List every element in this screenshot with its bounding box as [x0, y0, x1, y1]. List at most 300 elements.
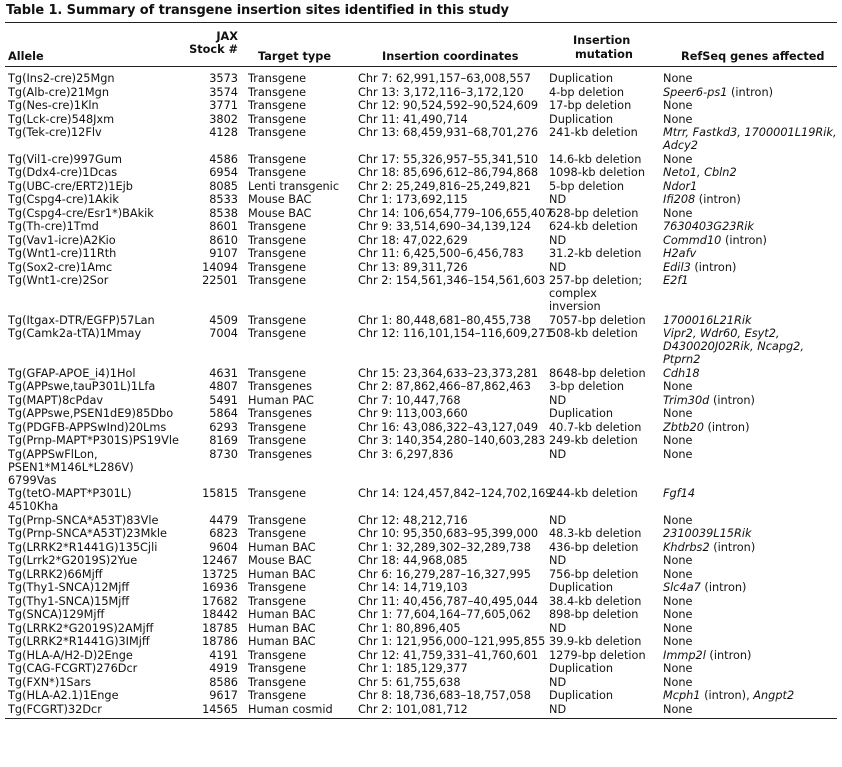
- allele-cell: [8, 261, 112, 274]
- target-type-cell: Human BAC: [248, 635, 316, 648]
- table-row: [0, 314, 842, 327]
- allele-cell: [8, 622, 153, 635]
- coordinates-cell: Chr 3: 6,297,836: [358, 447, 454, 461]
- allele-line: Tg(Thy1-SNCA)15Mjff: [8, 594, 130, 608]
- gene-text: None: [663, 447, 693, 461]
- allele-line: Tg(LRRK2*G2019S)2AMjff: [8, 621, 154, 635]
- stock-cell: 15815: [202, 487, 238, 500]
- mutation-cell: [549, 261, 566, 274]
- allele-line: Tg(LRRK2*R1441G)135Cjli: [8, 540, 158, 554]
- mutation-cell: [549, 649, 646, 662]
- allele-line: PSEN1*M146L*L286V): [8, 460, 134, 474]
- stock-cell: 4509: [209, 313, 238, 327]
- coordinates-cell: Chr 14: 14,719,103: [358, 581, 468, 594]
- allele-cell: [8, 595, 129, 608]
- stock-cell: 14565: [202, 702, 238, 716]
- target-type-cell: Transgenes: [248, 380, 312, 393]
- mutation-line: 628-bp deletion: [549, 206, 639, 220]
- allele-cell: [8, 554, 137, 567]
- gene-text: (intron): [700, 581, 747, 594]
- table-row: [0, 367, 842, 380]
- coordinates-cell: Chr 11: 41,490,714: [358, 112, 468, 126]
- allele-cell: [8, 86, 109, 99]
- gene-text: H2afv: [663, 247, 697, 260]
- header-rule: [5, 66, 837, 67]
- allele-cell: [8, 220, 99, 233]
- target-type-cell: Transgene: [248, 260, 307, 274]
- allele-cell: [8, 407, 173, 420]
- mutation-cell: [549, 568, 638, 581]
- mutation-line: 48.3-kb deletion: [549, 527, 642, 540]
- gene-text: None: [663, 152, 693, 166]
- coordinates-cell: Chr 18: 85,696,612–86,794,868: [358, 166, 539, 179]
- allele-cell: [8, 207, 154, 220]
- allele-line: Tg(UBC-cre/ERT2)1Ejb: [8, 179, 133, 193]
- mutation-cell: [549, 421, 641, 434]
- gene-text: None: [663, 554, 693, 567]
- allele-line: Tg(APPSwFlLon,: [8, 447, 98, 461]
- coordinates-cell: Chr 7: 10,447,768: [358, 393, 461, 407]
- table-row: [0, 113, 842, 126]
- header-mutation-line2: mutation: [575, 48, 633, 61]
- coordinates-cell: Chr 1: 121,956,000–121,995,855: [358, 635, 546, 648]
- mutation-cell: [549, 448, 566, 461]
- table-row: [0, 676, 842, 689]
- stock-cell: 4586: [209, 152, 238, 166]
- mutation-line: 244-kb deletion: [549, 487, 638, 500]
- gene-text: Zbtb20: [663, 420, 704, 434]
- allele-line: Tg(MAPT)8cPdav: [8, 393, 104, 407]
- mutation-cell: [549, 595, 641, 608]
- gene-text: None: [663, 206, 693, 220]
- stock-cell: 8169: [209, 434, 238, 447]
- coordinates-cell: Chr 13: 68,459,931–68,701,276: [358, 126, 539, 139]
- table-row: [0, 234, 842, 247]
- mutation-cell: [549, 207, 638, 220]
- allele-cell: [8, 113, 114, 126]
- stock-cell: 18786: [202, 635, 238, 648]
- mutation-line: 31.2-kb deletion: [549, 247, 642, 260]
- table-row: [0, 407, 842, 420]
- allele-cell: [8, 703, 102, 716]
- gene-text: 2310039L15Rik: [663, 527, 752, 540]
- allele-line: Tg(Alb-cre)21Mgn: [8, 85, 110, 99]
- target-type-cell: Transgene: [248, 675, 307, 689]
- mutation-line: ND: [549, 554, 567, 567]
- allele-line: Tg(Nes-cre)1Kln: [8, 99, 99, 112]
- mutation-cell: [549, 394, 566, 407]
- stock-cell: 9107: [209, 247, 238, 260]
- table-row: [0, 180, 842, 193]
- stock-cell: 3574: [209, 85, 238, 99]
- genes-cell: [663, 261, 841, 274]
- table-row: [0, 380, 842, 393]
- mutation-line: ND: [549, 621, 567, 635]
- table-row: [0, 554, 842, 567]
- gene-text: None: [663, 635, 693, 648]
- table-row: [0, 608, 842, 621]
- stock-cell: 8610: [209, 233, 238, 247]
- allele-line: Tg(GFAP-APOE_i4)1Hol: [8, 366, 136, 380]
- mutation-line: 5-bp deletion: [549, 179, 625, 193]
- stock-cell: 4128: [209, 126, 238, 139]
- mutation-line: ND: [549, 513, 567, 527]
- target-type-cell: Transgene: [248, 689, 307, 702]
- mutation-cell: [549, 314, 646, 327]
- genes-cell: [663, 314, 841, 327]
- table-row: [0, 247, 842, 260]
- mutation-line: 756-bp deletion: [549, 567, 639, 581]
- mutation-cell: [549, 166, 645, 179]
- mutation-cell: [549, 274, 642, 313]
- allele-cell: [8, 487, 131, 513]
- genes-cell: [663, 207, 841, 220]
- mutation-line: 436-bp deletion: [549, 540, 639, 554]
- coordinates-cell: Chr 14: 106,654,779–106,655,407: [358, 206, 553, 220]
- target-type-cell: Transgene: [248, 513, 307, 527]
- target-type-cell: Transgene: [248, 126, 307, 139]
- stock-cell: 4631: [209, 366, 238, 380]
- coordinates-cell: Chr 1: 80,896,405: [358, 621, 461, 635]
- mutation-cell: [549, 434, 638, 447]
- mutation-cell: [549, 247, 641, 260]
- stock-cell: 22501: [202, 274, 238, 287]
- allele-cell: [8, 180, 133, 193]
- table-row: [0, 261, 842, 274]
- stock-cell: 4807: [209, 380, 238, 393]
- gene-text: None: [663, 567, 693, 581]
- genes-cell: [663, 407, 841, 420]
- coordinates-cell: Chr 6: 16,279,287–16,327,995: [358, 567, 531, 581]
- gene-text: (intron): [721, 233, 767, 247]
- coordinates-cell: Chr 1: 77,604,164–77,605,062: [358, 608, 531, 621]
- gene-text: (intron): [690, 260, 737, 274]
- gene-text: Edil3: [663, 260, 691, 274]
- target-type-cell: Human BAC: [248, 621, 316, 635]
- coordinates-cell: Chr 17: 55,326,957–55,341,510: [358, 152, 539, 166]
- mutation-line: ND: [549, 447, 567, 461]
- stock-cell: 9604: [209, 540, 238, 554]
- mutation-line: Duplication: [549, 581, 614, 594]
- gene-text: None: [663, 380, 693, 393]
- mutation-cell: [549, 327, 638, 340]
- genes-cell: [663, 72, 841, 85]
- allele-cell: [8, 234, 116, 247]
- table-row: [0, 487, 842, 513]
- coordinates-cell: Chr 1: 80,448,681–80,455,738: [358, 313, 531, 327]
- target-type-cell: Transgene: [248, 99, 307, 112]
- gene-text: None: [663, 407, 693, 420]
- gene-text: Ndor1: [663, 179, 698, 193]
- allele-line: Tg(FCGRT)32Dcr: [8, 702, 102, 716]
- mutation-line: ND: [549, 260, 567, 274]
- table-row: [0, 220, 842, 233]
- gene-text: None: [663, 662, 693, 675]
- coordinates-cell: Chr 9: 113,003,660: [358, 407, 468, 420]
- allele-line: 4510Kha: [8, 500, 59, 513]
- mutation-cell: [549, 689, 613, 702]
- mutation-line: Duplication: [549, 689, 614, 702]
- mutation-line: 8648-bp deletion: [549, 366, 646, 380]
- allele-cell: [8, 166, 117, 179]
- gene-text: None: [663, 621, 693, 635]
- target-type-cell: Human cosmid: [248, 702, 333, 716]
- gene-text: None: [663, 513, 693, 527]
- genes-cell: [663, 595, 841, 608]
- allele-line: Tg(Itgax-DTR/EGFP)57Lan: [8, 313, 155, 327]
- target-type-cell: Human BAC: [248, 608, 316, 621]
- genes-cell: [663, 649, 841, 662]
- table-title: Table 1. Summary of transgene insertion sites identified in this study: [6, 3, 509, 18]
- gene-text: None: [663, 608, 693, 621]
- genes-cell: [663, 220, 841, 233]
- gene-text: (intron),: [700, 689, 754, 702]
- table-row: [0, 207, 842, 220]
- stock-cell: 4919: [209, 662, 238, 675]
- allele-line: Tg(Lck-cre)548Jxm: [8, 112, 115, 126]
- genes-cell: [663, 541, 841, 554]
- mutation-line: ND: [549, 193, 567, 206]
- table-row: [0, 434, 842, 447]
- stock-cell: 6823: [209, 527, 238, 540]
- table-row: [0, 635, 842, 648]
- header-allele: Allele: [8, 50, 44, 63]
- coordinates-cell: Chr 14: 124,457,842–124,702,169: [358, 487, 553, 500]
- mutation-cell: [549, 703, 566, 716]
- stock-cell: 13725: [202, 567, 238, 581]
- coordinates-cell: Chr 12: 48,212,716: [358, 513, 468, 527]
- mutation-line: 257-bp deletion;: [549, 274, 643, 287]
- table-row: [0, 662, 842, 675]
- mutation-line: 4-bp deletion: [549, 85, 625, 99]
- target-type-cell: Transgene: [248, 233, 307, 247]
- allele-cell: [8, 527, 167, 540]
- stock-cell: 7004: [209, 327, 238, 340]
- gene-text: 1700016L21Rik: [663, 313, 752, 327]
- allele-line: Tg(Th-cre)1Tmd: [8, 220, 99, 233]
- allele-line: Tg(Ins2-cre)25Mgn: [8, 72, 115, 85]
- mutation-line: 1279-bp deletion: [549, 648, 646, 662]
- mutation-cell: [549, 514, 566, 527]
- allele-line: Tg(Wnt1-cre)11Rth: [8, 247, 117, 260]
- allele-cell: [8, 274, 108, 287]
- target-type-cell: Transgene: [248, 487, 307, 500]
- mutation-cell: [549, 220, 638, 233]
- gene-text: (intron): [695, 193, 741, 206]
- coordinates-cell: Chr 16: 43,086,322–43,127,049: [358, 420, 539, 434]
- allele-cell: [8, 541, 157, 554]
- stock-cell: 17682: [202, 594, 238, 608]
- table-row: [0, 689, 842, 702]
- table-row: [0, 703, 842, 716]
- mutation-line: 241-kb deletion: [549, 126, 638, 139]
- genes-cell: [663, 448, 841, 461]
- allele-cell: [8, 676, 91, 689]
- stock-cell: 16936: [202, 581, 238, 594]
- allele-line: Tg(CAG-FCGRT)276Dcr: [8, 662, 138, 675]
- stock-cell: 18785: [202, 621, 238, 635]
- mutation-cell: [549, 608, 638, 621]
- stock-cell: 5864: [209, 407, 238, 420]
- stock-cell: 8533: [209, 193, 238, 206]
- stock-cell: 8586: [209, 675, 238, 689]
- mutation-line: 14.6-kb deletion: [549, 152, 642, 166]
- table-row: [0, 166, 842, 179]
- allele-line: Tg(Camk2a-tTA)1Mmay: [8, 327, 142, 340]
- mutation-cell: [549, 581, 613, 594]
- stock-cell: 8730: [209, 447, 238, 461]
- allele-cell: [8, 380, 155, 393]
- header-coordinates: Insertion coordinates: [382, 50, 519, 63]
- target-type-cell: Human PAC: [248, 393, 314, 407]
- gene-text: Speer6-ps1: [663, 85, 728, 99]
- coordinates-cell: Chr 2: 25,249,816–25,249,821: [358, 179, 531, 193]
- allele-line: Tg(Cspg4-cre/Esr1*)BAkik: [8, 206, 154, 220]
- genes-cell: [663, 166, 841, 179]
- mutation-line: 898-bp deletion: [549, 608, 639, 621]
- mutation-cell: [549, 99, 631, 112]
- coordinates-cell: Chr 7: 62,991,157–63,008,557: [358, 72, 531, 85]
- gene-text: None: [663, 99, 693, 112]
- genes-cell: [663, 421, 841, 434]
- mutation-line: Duplication: [549, 407, 614, 420]
- table-row: [0, 193, 842, 206]
- coordinates-cell: Chr 5: 61,755,638: [358, 675, 461, 689]
- gene-text: Ifi208: [663, 193, 696, 206]
- mutation-line: 249-kb deletion: [549, 434, 638, 447]
- allele-line: Tg(HLA-A/H2-D)2Enge: [8, 648, 133, 662]
- top-rule: [5, 22, 837, 23]
- mutation-cell: [549, 72, 613, 85]
- table-row: [0, 72, 842, 85]
- stock-cell: 12467: [202, 554, 238, 567]
- allele-line: Tg(HLA-A2.1)1Enge: [8, 689, 119, 702]
- allele-line: Tg(LRRK2)66Mjff: [8, 567, 103, 581]
- target-type-cell: Transgene: [248, 152, 307, 166]
- stock-cell: 5491: [209, 393, 238, 407]
- coordinates-cell: Chr 13: 89,311,726: [358, 260, 468, 274]
- mutation-line: 17-bp deletion: [549, 99, 632, 112]
- target-type-cell: Mouse BAC: [248, 554, 312, 567]
- target-type-cell: Mouse BAC: [248, 206, 312, 220]
- stock-cell: 6293: [209, 420, 238, 434]
- genes-cell: [663, 126, 841, 152]
- genes-cell: [663, 635, 841, 648]
- stock-cell: 4191: [209, 648, 238, 662]
- target-type-cell: Transgene: [248, 313, 307, 327]
- allele-cell: [8, 635, 150, 648]
- mutation-line: 7057-bp deletion: [549, 313, 646, 327]
- allele-cell: [8, 126, 102, 139]
- target-type-cell: Transgenes: [248, 407, 312, 420]
- gene-text: None: [663, 594, 693, 608]
- gene-text: Neto1, Cbln2: [663, 166, 737, 179]
- allele-line: Tg(FXN*)1Sars: [8, 675, 92, 689]
- genes-cell: [663, 622, 841, 635]
- stock-cell: 8085: [209, 179, 238, 193]
- genes-cell: [663, 434, 841, 447]
- header-stock-line1: JAX: [216, 30, 238, 43]
- allele-cell: [8, 193, 119, 206]
- stock-cell: 3573: [209, 72, 238, 85]
- gene-text: None: [663, 112, 693, 126]
- allele-cell: [8, 581, 129, 594]
- mutation-line: 38.4-kb deletion: [549, 594, 642, 608]
- allele-line: Tg(Wnt1-cre)2Sor: [8, 274, 109, 287]
- mutation-line: inversion: [549, 300, 601, 313]
- allele-cell: [8, 514, 158, 527]
- mutation-line: complex: [549, 287, 597, 300]
- allele-cell: [8, 247, 116, 260]
- mutation-cell: [549, 541, 638, 554]
- target-type-cell: Transgene: [248, 527, 307, 540]
- table-row: [0, 126, 842, 152]
- coordinates-cell: Chr 15: 23,364,633–23,373,281: [358, 366, 539, 380]
- target-type-cell: Human BAC: [248, 540, 316, 554]
- genes-cell: [663, 327, 841, 366]
- table-row: [0, 99, 842, 112]
- allele-cell: [8, 434, 179, 447]
- allele-line: Tg(APPswe,PSEN1dE9)85Dbo: [8, 407, 174, 420]
- header-mutation-line1: Insertion: [573, 34, 631, 47]
- mutation-cell: [549, 86, 624, 99]
- allele-cell: [8, 153, 122, 166]
- mutation-line: ND: [549, 233, 567, 247]
- bottom-rule: [5, 718, 837, 719]
- mutation-cell: [549, 153, 641, 166]
- table-row: [0, 581, 842, 594]
- header-target-type: Target type: [258, 50, 332, 63]
- genes-cell: [663, 99, 841, 112]
- allele-cell: [8, 448, 134, 487]
- table-row: [0, 421, 842, 434]
- stock-cell: 3802: [209, 112, 238, 126]
- mutation-cell: [549, 554, 566, 567]
- table-row: [0, 448, 842, 487]
- genes-cell: [663, 554, 841, 567]
- mutation-cell: [549, 380, 624, 393]
- stock-cell: 8601: [209, 220, 238, 233]
- gene-text: Immp2l: [663, 648, 706, 662]
- allele-cell: [8, 394, 103, 407]
- allele-cell: [8, 367, 136, 380]
- coordinates-cell: Chr 2: 87,862,466–87,862,463: [358, 380, 531, 393]
- coordinates-cell: Chr 2: 154,561,346–154,561,603: [358, 274, 546, 287]
- mutation-cell: [549, 126, 638, 139]
- genes-cell: [663, 367, 841, 380]
- allele-cell: [8, 421, 166, 434]
- target-type-cell: Transgene: [248, 274, 307, 287]
- coordinates-cell: Chr 1: 173,692,115: [358, 193, 468, 206]
- gene-text: Trim30d: [663, 393, 710, 407]
- allele-line: Tg(tetO-MAPT*P301L): [8, 487, 132, 500]
- allele-cell: [8, 608, 104, 621]
- mutation-cell: [549, 527, 641, 540]
- genes-cell: [663, 662, 841, 675]
- coordinates-cell: Chr 12: 116,101,154–116,609,271: [358, 327, 553, 340]
- genes-cell: [663, 394, 841, 407]
- coordinates-cell: Chr 18: 44,968,085: [358, 554, 468, 567]
- coordinates-cell: Chr 2: 101,081,712: [358, 702, 468, 716]
- genes-cell: [663, 527, 841, 540]
- stock-cell: 18442: [202, 608, 238, 621]
- allele-line: Tg(SNCA)129Mjff: [8, 608, 105, 621]
- genes-cell: [663, 689, 841, 702]
- table-row: [0, 649, 842, 662]
- target-type-cell: Transgene: [248, 662, 307, 675]
- gene-text: Angpt2: [753, 689, 795, 702]
- gene-text: None: [663, 675, 693, 689]
